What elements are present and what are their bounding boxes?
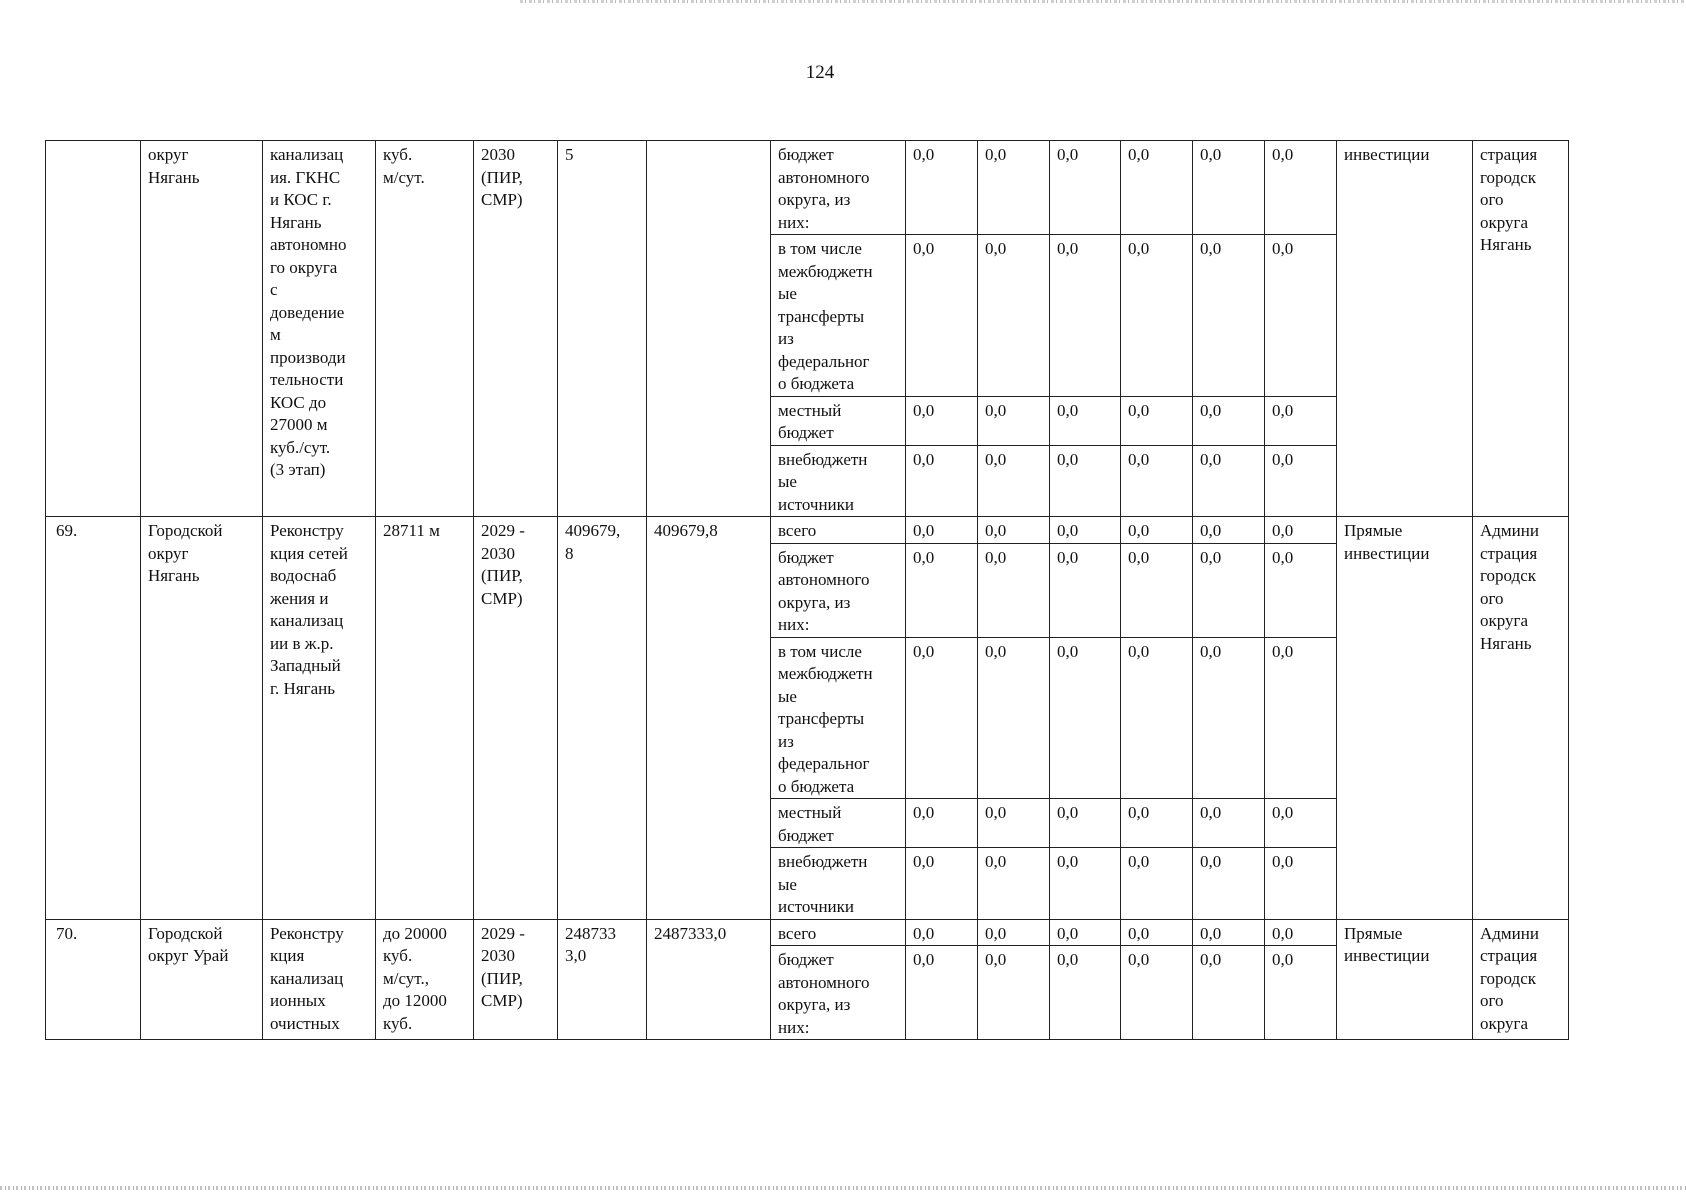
funding-value-cell: 0,0 <box>906 799 978 848</box>
funding-value-cell: 0,0 <box>978 445 1050 517</box>
scan-edge-top <box>520 0 1686 3</box>
funding-value-cell: 0,0 <box>906 396 978 445</box>
remaining-cost-cell: 409679,8 <box>647 517 771 920</box>
funding-value-cell: 0,0 <box>1050 517 1121 544</box>
funding-value-cell: 0,0 <box>1121 848 1193 920</box>
funding-value-cell: 0,0 <box>1193 543 1265 637</box>
project-name-cell: Реконстру кция канализац ионных очистных <box>263 919 376 1040</box>
period-cell: 2029 - 2030 (ПИР, СМР) <box>474 517 558 920</box>
funding-value-cell: 0,0 <box>1193 637 1265 799</box>
funding-value-cell: 0,0 <box>1193 946 1265 1040</box>
funding-value-cell: 0,0 <box>978 141 1050 235</box>
remaining-cost-cell <box>647 141 771 517</box>
funding-value-cell: 0,0 <box>1121 517 1193 544</box>
funding-source-cell: в том числе межбюджетн ые трансферты из федеральног о бюджета <box>771 637 906 799</box>
funding-value-cell: 0,0 <box>906 919 978 946</box>
period-cell: 2030 (ПИР, СМР) <box>474 141 558 517</box>
funding-value-cell: 0,0 <box>1193 235 1265 397</box>
funding-value-cell: 0,0 <box>1193 141 1265 235</box>
funding-value-cell: 0,0 <box>1265 517 1337 544</box>
funding-value-cell: 0,0 <box>1193 848 1265 920</box>
funding-value-cell: 0,0 <box>1265 919 1337 946</box>
funding-value-cell: 0,0 <box>978 396 1050 445</box>
scan-edge-bottom <box>0 1186 1686 1190</box>
funding-value-cell: 0,0 <box>978 637 1050 799</box>
funding-value-cell: 0,0 <box>1193 396 1265 445</box>
funding-value-cell: 0,0 <box>1265 543 1337 637</box>
funding-value-cell: 0,0 <box>1193 919 1265 946</box>
total-cost-cell: 248733 3,0 <box>558 919 647 1040</box>
row-number-cell: 70. <box>46 919 141 1040</box>
funding-value-cell: 0,0 <box>1050 946 1121 1040</box>
funding-value-cell: 0,0 <box>978 235 1050 397</box>
investment-type-cell: Прямые инвестиции <box>1337 919 1473 1040</box>
municipality-cell: Городской округ Нягань <box>141 517 263 920</box>
funding-value-cell: 0,0 <box>1265 637 1337 799</box>
funding-value-cell: 0,0 <box>1050 235 1121 397</box>
funding-value-cell: 0,0 <box>1121 445 1193 517</box>
funding-value-cell: 0,0 <box>978 799 1050 848</box>
customer-cell: Админи страция городск ого округа <box>1473 919 1569 1040</box>
funding-value-cell: 0,0 <box>1121 946 1193 1040</box>
funding-source-cell: бюджет автономного округа, из них: <box>771 141 906 235</box>
funding-value-cell: 0,0 <box>1265 445 1337 517</box>
funding-value-cell: 0,0 <box>906 848 978 920</box>
funding-value-cell: 0,0 <box>1265 848 1337 920</box>
page-number: 124 <box>805 62 835 83</box>
funding-value-cell: 0,0 <box>906 235 978 397</box>
funding-value-cell: 0,0 <box>1050 919 1121 946</box>
funding-value-cell: 0,0 <box>1121 396 1193 445</box>
funding-value-cell: 0,0 <box>906 517 978 544</box>
funding-source-cell: бюджет автономного округа, из них: <box>771 946 906 1040</box>
funding-source-cell: внебюджетн ые источники <box>771 848 906 920</box>
funding-source-cell: местный бюджет <box>771 396 906 445</box>
table-row <box>46 141 1569 235</box>
funding-value-cell: 0,0 <box>1050 637 1121 799</box>
municipality-cell: округ Нягань <box>141 141 263 517</box>
funding-value-cell: 0,0 <box>1265 141 1337 235</box>
funding-value-cell: 0,0 <box>1121 637 1193 799</box>
funding-source-cell: всего <box>771 919 906 946</box>
capacity-cell: 28711 м <box>376 517 474 920</box>
funding-value-cell: 0,0 <box>906 637 978 799</box>
capacity-cell: куб. м/сут. <box>376 141 474 517</box>
customer-cell: Админи страция городск ого округа Нягань <box>1473 517 1569 920</box>
total-cost-cell: 5 <box>558 141 647 517</box>
funding-value-cell: 0,0 <box>1050 799 1121 848</box>
funding-value-cell: 0,0 <box>1193 445 1265 517</box>
funding-value-cell: 0,0 <box>1121 799 1193 848</box>
investment-table <box>45 140 1569 1040</box>
funding-value-cell: 0,0 <box>978 848 1050 920</box>
funding-value-cell: 0,0 <box>1050 848 1121 920</box>
funding-value-cell: 0,0 <box>978 946 1050 1040</box>
funding-value-cell: 0,0 <box>1265 946 1337 1040</box>
funding-source-cell: в том числе межбюджетн ые трансферты из федеральног о бюджета <box>771 235 906 397</box>
row-number-cell <box>46 141 141 517</box>
period-cell: 2029 - 2030 (ПИР, СМР) <box>474 919 558 1040</box>
funding-value-cell: 0,0 <box>1050 141 1121 235</box>
table-row <box>46 517 1569 544</box>
funding-value-cell: 0,0 <box>1265 799 1337 848</box>
funding-value-cell: 0,0 <box>1050 396 1121 445</box>
funding-value-cell: 0,0 <box>978 543 1050 637</box>
funding-value-cell: 0,0 <box>1121 919 1193 946</box>
remaining-cost-cell: 2487333,0 <box>647 919 771 1040</box>
funding-source-cell: всего <box>771 517 906 544</box>
funding-value-cell: 0,0 <box>978 517 1050 544</box>
funding-value-cell: 0,0 <box>1265 235 1337 397</box>
investment-type-cell: Прямые инвестиции <box>1337 517 1473 920</box>
funding-value-cell: 0,0 <box>1265 396 1337 445</box>
capacity-cell: до 20000 куб. м/сут., до 12000 куб. <box>376 919 474 1040</box>
funding-value-cell: 0,0 <box>906 543 978 637</box>
funding-value-cell: 0,0 <box>906 946 978 1040</box>
funding-value-cell: 0,0 <box>978 919 1050 946</box>
municipality-cell: Городской округ Урай <box>141 919 263 1040</box>
funding-value-cell: 0,0 <box>906 445 978 517</box>
project-name-cell: канализац ия. ГКНС и КОС г. Нягань автономно го округа с доведение м производи тельности КОС до 27000 м куб./сут. (3 этап) <box>263 141 376 517</box>
project-name-cell: Реконстру кция сетей водоснаб жения и канализац ии в ж.р. Западный г. Нягань <box>263 517 376 920</box>
funding-value-cell: 0,0 <box>1121 235 1193 397</box>
funding-value-cell: 0,0 <box>1121 141 1193 235</box>
funding-value-cell: 0,0 <box>1193 517 1265 544</box>
funding-source-cell: внебюджетн ые источники <box>771 445 906 517</box>
customer-cell: страция городск ого округа Нягань <box>1473 141 1569 517</box>
row-number-cell: 69. <box>46 517 141 920</box>
funding-value-cell: 0,0 <box>906 141 978 235</box>
funding-value-cell: 0,0 <box>1050 543 1121 637</box>
funding-value-cell: 0,0 <box>1193 799 1265 848</box>
funding-source-cell: бюджет автономного округа, из них: <box>771 543 906 637</box>
total-cost-cell: 409679, 8 <box>558 517 647 920</box>
funding-value-cell: 0,0 <box>1121 543 1193 637</box>
funding-source-cell: местный бюджет <box>771 799 906 848</box>
table-row <box>46 919 1569 946</box>
investment-type-cell: инвестиции <box>1337 141 1473 517</box>
funding-value-cell: 0,0 <box>1050 445 1121 517</box>
